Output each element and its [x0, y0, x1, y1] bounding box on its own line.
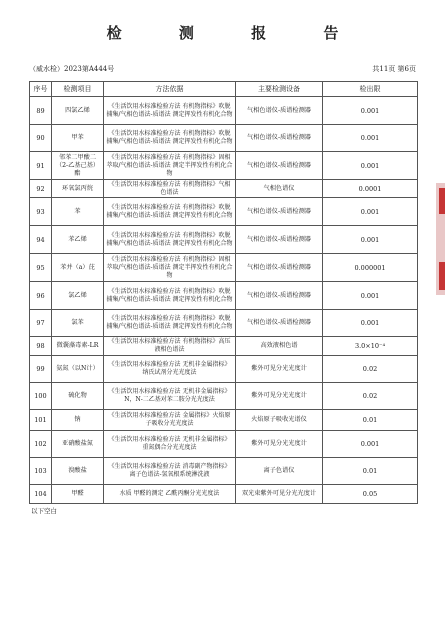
header-device: 主要检测设备 [236, 82, 323, 97]
cell-method: 《生活饮用水标准检验方法 有机物指标》高压液相色谱法 [104, 337, 236, 356]
cell-number: 92 [30, 180, 52, 198]
cell-method: 《生活饮用水标准检验方法 无机非金属指标》N，N-二乙基对苯二胺分光光度法 [104, 383, 236, 410]
cell-item: 甲苯 [52, 125, 104, 152]
table-row [30, 431, 418, 458]
cell-item: 苯并（a）芘 [52, 254, 104, 282]
cell-limit: 0.05 [323, 485, 418, 504]
cell-number: 94 [30, 226, 52, 254]
cell-number: 101 [30, 410, 52, 431]
cell-item: 溴酸盐 [52, 458, 104, 485]
cell-device: 气相色谱仪-质谱检测器 [236, 198, 323, 226]
table-body [30, 97, 418, 504]
cell-device: 紫外可见分光光度计 [236, 383, 323, 410]
table-row [30, 226, 418, 254]
cell-method: 水质 甲醛的测定 乙酰丙酮分光光度法 [104, 485, 236, 504]
cell-device: 双光束紫外可见分光光度计 [236, 485, 323, 504]
table-row [30, 282, 418, 310]
table-row [30, 198, 418, 226]
footer-note: 以下空白 [31, 507, 57, 515]
cell-limit: 0.001 [323, 125, 418, 152]
cell-method: 《生活饮用水标准检验方法 金属指标》火焰原子吸收分光光度法 [104, 410, 236, 431]
cell-item: 苯 [52, 198, 104, 226]
table-row [30, 97, 418, 125]
results-table [29, 81, 418, 504]
cell-limit: 0.02 [323, 383, 418, 410]
cell-number: 96 [30, 282, 52, 310]
cell-device: 高效液相色谱 [236, 337, 323, 356]
cell-method: 《生活饮用水标准检验方法 有机物指标》吹脱捕集/气相色谱法-质谱法 测定挥发性有机化合物 [104, 310, 236, 337]
table-row [30, 356, 418, 383]
cell-item: 苯乙烯 [52, 226, 104, 254]
header-item: 检测项目 [52, 82, 104, 97]
cell-limit: 0.01 [323, 410, 418, 431]
table-row [30, 152, 418, 180]
cell-limit: 0.001 [323, 282, 418, 310]
cell-item: 甲醛 [52, 485, 104, 504]
table-header-row [30, 82, 418, 97]
table-row [30, 180, 418, 198]
cell-device: 紫外可见分光光度计 [236, 431, 323, 458]
table-row [30, 458, 418, 485]
cell-number: 95 [30, 254, 52, 282]
table-row [30, 125, 418, 152]
cell-limit: 0.001 [323, 97, 418, 125]
cell-number: 103 [30, 458, 52, 485]
cell-limit: 0.001 [323, 226, 418, 254]
table-row [30, 254, 418, 282]
cell-limit: 0.001 [323, 198, 418, 226]
cell-number: 97 [30, 310, 52, 337]
cell-limit: 0.001 [323, 310, 418, 337]
cell-item: 四氯乙烯 [52, 97, 104, 125]
cell-method: 《生活饮用水标准检验方法 有机物指标》吹脱捕集/气相色谱法-质谱法 测定挥发性有机化合物 [104, 282, 236, 310]
stamp-mark-bottom [439, 262, 445, 290]
table-row [30, 485, 418, 504]
cell-number: 90 [30, 125, 52, 152]
cell-item: 氯苯 [52, 310, 104, 337]
cell-device: 离子色谱仪 [236, 458, 323, 485]
cell-limit: 0.01 [323, 458, 418, 485]
page-info: 共11页 第6页 [372, 65, 416, 73]
cell-device: 气相色谱仪-质谱检测器 [236, 97, 323, 125]
cell-method: 《生活饮用水标准检验方法 有机物指标》吹脱捕集/气相色谱法-质谱法 测定挥发性有机化合物 [104, 226, 236, 254]
cell-method: 《生活饮用水标准检验方法 消毒副产物指标》离子色谱法-氢氧根系统淋洗液 [104, 458, 236, 485]
cell-device: 气相色谱仪 [236, 180, 323, 198]
cell-number: 89 [30, 97, 52, 125]
cell-limit: 0.0001 [323, 180, 418, 198]
cell-device: 气相色谱仪-质谱检测器 [236, 125, 323, 152]
table-row [30, 337, 418, 356]
cell-item: 钠 [52, 410, 104, 431]
cell-number: 99 [30, 356, 52, 383]
cell-number: 104 [30, 485, 52, 504]
cell-limit: 0.02 [323, 356, 418, 383]
cell-number: 102 [30, 431, 52, 458]
cell-item: 微囊藻毒素-LR [52, 337, 104, 356]
cell-number: 98 [30, 337, 52, 356]
cell-method: 《生活饮用水标准检验方法 有机物指标》固相萃取/气相色谱法-质谱法 测定半挥发性有机化合物 [104, 152, 236, 180]
cell-device: 气相色谱仪-质谱检测器 [236, 310, 323, 337]
cell-device: 火焰原子吸收光谱仪 [236, 410, 323, 431]
cell-item: 硫化物 [52, 383, 104, 410]
cell-method: 《生活饮用水标准检验方法 无机非金属指标》纳氏试剂分光光度法 [104, 356, 236, 383]
table-row [30, 383, 418, 410]
cell-device: 紫外可见分光光度计 [236, 356, 323, 383]
cell-method: 《生活饮用水标准检验方法 有机物指标》吹脱捕集/气相色谱法-质谱法 测定挥发性有机化合物 [104, 125, 236, 152]
cell-number: 100 [30, 383, 52, 410]
cell-method: 《生活饮用水标准检验方法 无机非金属指标》重氮偶合分光光度法 [104, 431, 236, 458]
cell-method: 《生活饮用水标准检验方法 有机物指标》气相色谱法 [104, 180, 236, 198]
table-row [30, 410, 418, 431]
header-method: 方法依据 [104, 82, 236, 97]
header-no: 序号 [30, 82, 52, 97]
cell-device: 气相色谱仪-质谱检测器 [236, 226, 323, 254]
stamp-mark-top [439, 188, 445, 214]
report-title: 检 测 报 告 [106, 24, 365, 42]
cell-device: 气相色谱仪-质谱检测器 [236, 152, 323, 180]
cell-method: 《生活饮用水标准检验方法 有机物指标》固相萃取/气相色谱法-质谱法 测定半挥发性有机化合物 [104, 254, 236, 282]
table-row [30, 310, 418, 337]
cell-limit: 3.0×10⁻⁴ [323, 337, 418, 356]
cell-item: 邻苯二甲酸二（2-乙基己基）酯 [52, 152, 104, 180]
report-number: （威水检）2023第A444号 [29, 65, 115, 73]
cell-item: 亚硝酸盐氮 [52, 431, 104, 458]
cell-device: 气相色谱仪-质谱检测器 [236, 254, 323, 282]
cell-limit: 0.001 [323, 431, 418, 458]
cell-limit: 0.001 [323, 152, 418, 180]
cell-item: 氨氮（以N计） [52, 356, 104, 383]
cell-method: 《生活饮用水标准检验方法 有机物指标》吹脱捕集/气相色谱法-质谱法 测定挥发性有机化合物 [104, 198, 236, 226]
cell-device: 气相色谱仪-质谱检测器 [236, 282, 323, 310]
cell-item: 氯乙烯 [52, 282, 104, 310]
cell-number: 91 [30, 152, 52, 180]
cell-limit: 0.000001 [323, 254, 418, 282]
cell-item: 环氧氯丙烷 [52, 180, 104, 198]
cell-method: 《生活饮用水标准检验方法 有机物指标》吹脱捕集/气相色谱法-质谱法 测定挥发性有机化合物 [104, 97, 236, 125]
cell-number: 93 [30, 198, 52, 226]
header-limit: 检出限 [323, 82, 418, 97]
